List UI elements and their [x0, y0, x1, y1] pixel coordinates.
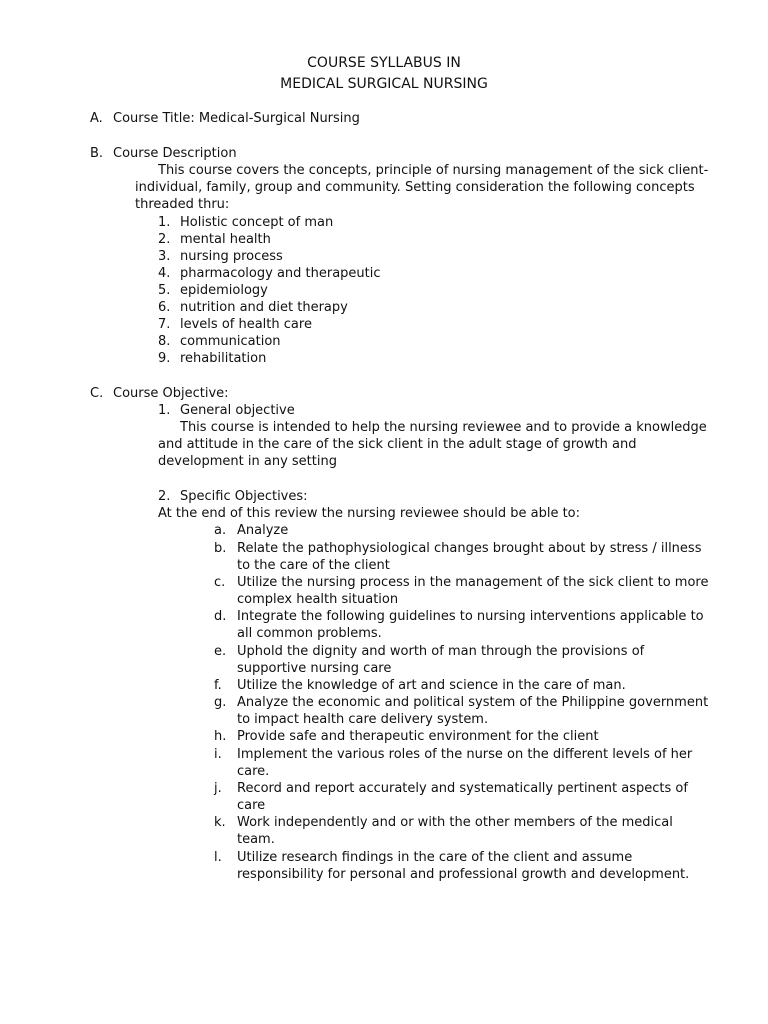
objective-item-text: supportive nursing care — [237, 661, 392, 676]
concept-item-number: 5. — [158, 283, 171, 298]
objective-item-letter: g. — [214, 695, 227, 710]
concept-item-number: 7. — [158, 317, 171, 332]
objective-item-text: team. — [237, 832, 275, 847]
objective-item-letter: i. — [214, 747, 222, 762]
general-objective-number: 1. — [158, 403, 171, 418]
objective-item-text: care — [237, 798, 266, 813]
section-b-letter: B. — [90, 146, 104, 161]
concept-item-text: communication — [180, 334, 281, 349]
objective-item-text: Uphold the dignity and worth of man through the provisions of — [237, 644, 645, 659]
section-c-heading: Course Objective: — [113, 386, 229, 401]
concept-item-number: 4. — [158, 266, 171, 281]
objective-item-text: Analyze — [237, 523, 289, 538]
concept-item-text: pharmacology and therapeutic — [180, 266, 381, 281]
general-objective-label: General objective — [180, 403, 295, 418]
objective-item-text: complex health situation — [237, 592, 399, 607]
section-c-letter: C. — [90, 386, 104, 401]
general-objective-paragraph-line: This course is intended to help the nursing reviewee and to provide a knowledge — [180, 420, 707, 435]
objective-item-text: Implement the various roles of the nurse on the different levels of her — [237, 747, 693, 762]
concept-item-text: rehabilitation — [180, 351, 267, 366]
objective-item-text: Record and report accurately and systematically pertinent aspects of — [237, 781, 688, 796]
objective-item-text: Work independently and or with the other members of the medical — [237, 815, 673, 830]
concept-item-number: 6. — [158, 300, 171, 315]
objective-item-text: Utilize the nursing process in the management of the sick client to more — [237, 575, 709, 590]
section-b-paragraph-line: individual, family, group and community. Setting consideration the following concepts — [135, 180, 695, 195]
objective-item-letter: l. — [214, 850, 222, 865]
objective-item-text: to impact health care delivery system. — [237, 712, 489, 727]
objective-item-letter: c. — [214, 575, 226, 590]
concept-item-number: 8. — [158, 334, 171, 349]
section-b-heading: Course Description — [113, 146, 237, 161]
general-objective-paragraph-line: and attitude in the care of the sick client in the adult stage of growth and — [158, 437, 637, 452]
title-line-1: COURSE SYLLABUS IN — [307, 55, 461, 71]
objective-item-letter: k. — [214, 815, 226, 830]
objective-item-letter: d. — [214, 609, 227, 624]
concept-item-text: nutrition and diet therapy — [180, 300, 348, 315]
section-b-paragraph-line: threaded thru: — [135, 197, 230, 212]
objective-item-letter: e. — [214, 644, 227, 659]
concept-item-text: levels of health care — [180, 317, 312, 332]
objective-item-letter: j. — [214, 781, 222, 796]
section-a-letter: A. — [90, 111, 103, 126]
objective-item-text: to the care of the client — [237, 558, 390, 573]
concept-item-number: 2. — [158, 232, 171, 247]
title-line-2: MEDICAL SURGICAL NURSING — [280, 76, 488, 92]
objective-item-letter: b. — [214, 541, 227, 556]
specific-objectives-intro: At the end of this review the nursing reviewee should be able to: — [158, 506, 581, 521]
concept-item-text: mental health — [180, 232, 271, 247]
concept-item-number: 1. — [158, 215, 171, 230]
objective-item-letter: h. — [214, 729, 227, 744]
concept-item-text: Holistic concept of man — [180, 215, 334, 230]
specific-objectives-label: Specific Objectives: — [180, 489, 308, 504]
objective-item-text: Analyze the economic and political system of the Philippine government — [237, 695, 709, 710]
objective-item-text: care. — [237, 764, 270, 779]
section-a-heading: Course Title: Medical-Surgical Nursing — [113, 111, 360, 126]
specific-objectives-number: 2. — [158, 489, 171, 504]
objective-item-text: Utilize the knowledge of art and science in the care of man. — [237, 678, 626, 693]
concept-item-text: epidemiology — [180, 283, 268, 298]
concept-item-number: 9. — [158, 351, 171, 366]
objective-item-letter: f. — [214, 678, 222, 693]
objective-item-text: Relate the pathophysiological changes brought about by stress / illness — [237, 541, 702, 556]
general-objective-paragraph-line: development in any setting — [158, 454, 337, 469]
objective-item-text: Provide safe and therapeutic environment for the client — [237, 729, 599, 744]
section-b-paragraph-line: This course covers the concepts, principle of nursing management of the sick client- — [158, 163, 709, 178]
concept-item-number: 3. — [158, 249, 171, 264]
objective-item-text: all common problems. — [237, 626, 382, 641]
objective-item-text: Integrate the following guidelines to nursing interventions applicable to — [237, 609, 704, 624]
objective-item-letter: a. — [214, 523, 227, 538]
concept-item-text: nursing process — [180, 249, 283, 264]
objective-item-text: responsibility for personal and professional growth and development. — [237, 867, 690, 882]
objective-item-text: Utilize research findings in the care of the client and assume — [237, 850, 633, 865]
